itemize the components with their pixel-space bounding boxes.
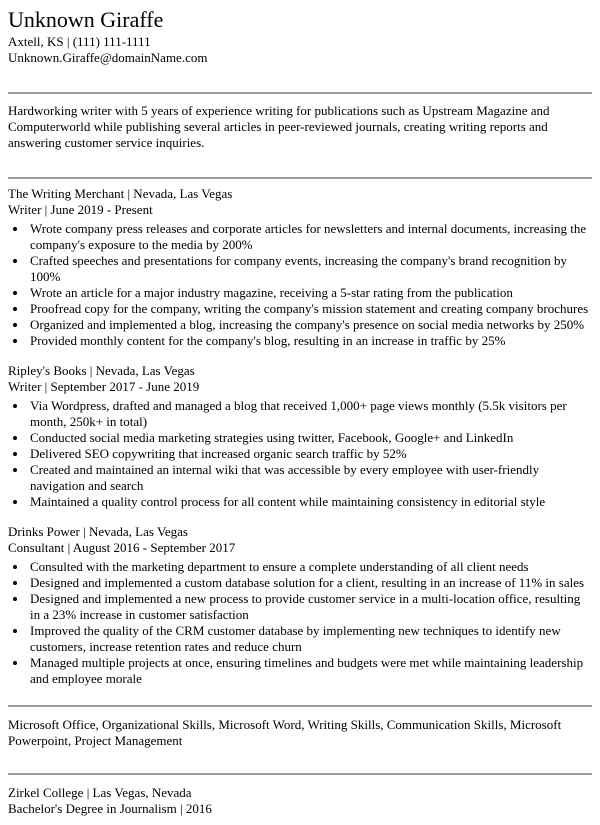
job-bullet: • Conducted social media marketing strategies using twitter, Facebook, Google+ and LinkedIn [28, 430, 592, 446]
job-bullet: • Created and maintained an internal wiki that was accessible by every employee with user-friendly navigation and search [28, 462, 592, 494]
job-bullet: • Maintained a quality control process for all content while maintaining consistency in editorial style [28, 494, 592, 510]
skills-paragraph: Microsoft Office, Organizational Skills, Microsoft Word, Writing Skills, Communication Skills, Microsoft Powerpoint, Project Management [8, 717, 562, 748]
job-bullet: • Crafted speeches and presentations for company events, increasing the company's brand recognition by 100% [28, 253, 592, 285]
experience-section [8, 186, 592, 687]
job-bullet: • Improved the quality of the CRM customer database by implementing new techniques to identify new customers, increase retention rates and reduce churn [28, 623, 592, 655]
contact-location-phone: Axtell, KS | (111) 111-1111 [8, 34, 151, 49]
job-bullet: • Organized and implemented a blog, increasing the company's presence on social media networks by 250% [28, 317, 592, 333]
job-bullet-list [8, 398, 592, 510]
section-divider [8, 177, 592, 179]
education-section [8, 785, 592, 817]
job-bullet-list [8, 221, 592, 349]
job-company-line: Drinks Power | Nevada, Las Vegas [8, 524, 188, 539]
job-entry [8, 363, 592, 510]
section-divider [8, 773, 592, 775]
job-bullet: • Via Wordpress, drafted and managed a blog that received 1,000+ page views monthly (5.5k visitors per month, 250k+ in total) [28, 398, 592, 430]
contact-email: Unknown.Giraffe@domainName.com [8, 50, 208, 65]
education-degree-line: Bachelor's Degree in Journalism | 2016 [8, 801, 212, 816]
education-school-line: Zirkel College | Las Vegas, Nevada [8, 785, 192, 800]
job-bullet: • Proofread copy for the company, writing the company's mission statement and creating company brochures [28, 301, 592, 317]
job-entry [8, 524, 592, 687]
job-role-line: Consultant | August 2016 - September 2017 [8, 540, 236, 555]
section-divider [8, 705, 592, 707]
job-company-line: Ripley's Books | Nevada, Las Vegas [8, 363, 195, 378]
job-entry [8, 186, 592, 349]
job-bullet: • Wrote an article for a major industry magazine, receiving a 5-star rating from the publication [28, 285, 592, 301]
job-bullet: • Designed and implemented a new process to provide customer service in a multi-location office, resulting in a 23% increase in customer satisfaction [28, 591, 592, 623]
job-bullet: • Provided monthly content for the company's blog, resulting in an increase in traffic by 25% [28, 333, 592, 349]
resume-document [8, 6, 592, 817]
summary-paragraph: Hardworking writer with 5 years of experience writing for publications such as Upstream Magazine and Computerworld while publishing several articles in peer-reviewed journals, creating writing reports and answering customer service inquiries. [8, 103, 550, 150]
job-bullet: • Designed and implemented a custom database solution for a client, resulting in an increase of 11% in sales [28, 575, 592, 591]
job-company-line: The Writing Merchant | Nevada, Las Vegas [8, 186, 233, 201]
job-bullet: • Managed multiple projects at once, ensuring timelines and budgets were met while maintaining leadership and employee morale [28, 655, 592, 687]
section-divider [8, 92, 592, 94]
job-role-line: Writer | September 2017 - June 2019 [8, 379, 200, 394]
page-title: Unknown Giraffe [8, 7, 164, 32]
job-bullet: • Consulted with the marketing department to ensure a complete understanding of all client needs [28, 559, 592, 575]
job-bullet: • Wrote company press releases and corporate articles for newsletters and internal documents, increasing the company's exposure to the media by 200% [28, 221, 592, 253]
job-role-line: Writer | June 2019 - Present [8, 202, 153, 217]
job-bullet-list [8, 559, 592, 687]
job-bullet: • Delivered SEO copywriting that increased organic search traffic by 52% [28, 446, 592, 462]
